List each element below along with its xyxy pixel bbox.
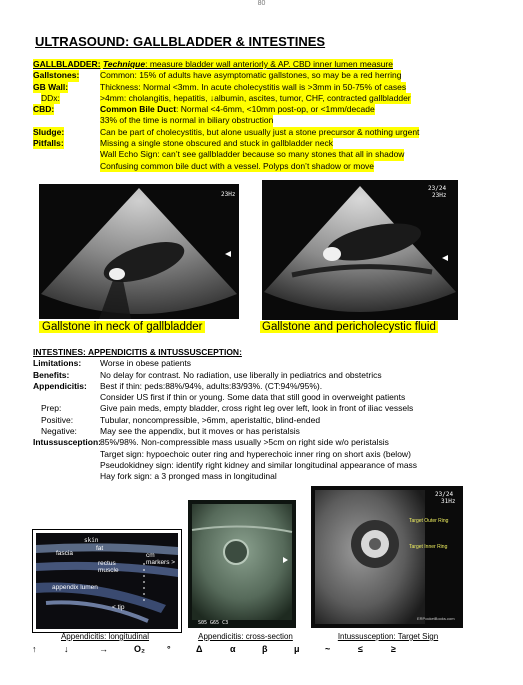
gallbladder-row-label: CBD:	[33, 104, 55, 115]
symbol-glyph: →	[99, 644, 108, 654]
symbol-glyph: ~	[325, 644, 331, 654]
intestines-row-value: Best if thin: peds:88%/94%, adults:83/93%. (CT:94%/95%).	[100, 380, 323, 391]
gallbladder-section	[33, 59, 463, 172]
ultrasound-fan-1	[39, 184, 239, 319]
symbol-glyph: ↑	[32, 644, 37, 654]
label-cm: cm	[146, 552, 155, 559]
appendicitis-cross-svg	[188, 500, 296, 628]
gallbladder-row-bold: Common Bile Duct	[100, 104, 177, 115]
gallbladder-row-label: Pitfalls:	[33, 138, 64, 149]
gallbladder-row-text	[100, 127, 419, 138]
gallbladder-row-value: Can be part of cholecystitis, but alone usually just a stone precursor & nothing urgent	[100, 126, 420, 137]
page-title: ULTRASOUND: GALLBLADDER & INTESTINES	[35, 34, 326, 49]
appendicitis-long-frame	[32, 529, 182, 633]
pericholecystic-fluid-image	[262, 180, 458, 320]
label-rectus: rectus	[98, 560, 116, 567]
intestines-row-text	[100, 403, 413, 414]
gallbladder-row-value: Common: 15% of adults have asymptomatic gallstones, so may be a red herring	[100, 70, 402, 81]
ultrasound-fan-2	[262, 180, 458, 320]
intestines-heading: INTESTINES: APPENDICITIS & INTUSSUSCEPTION:	[33, 347, 242, 357]
label-muscle: muscle	[98, 567, 119, 574]
gallbladder-row-text	[100, 93, 411, 104]
gallbladder-row	[33, 82, 463, 93]
gallbladder-row	[33, 115, 463, 126]
intestines-row-text	[100, 381, 322, 392]
hz-label-1: 23Hz	[221, 191, 236, 198]
gallbladder-row-label: GB Wall:	[33, 81, 69, 92]
overlay-int-line1: 23/24	[435, 491, 454, 498]
symbol-glyph: ≥	[391, 644, 396, 654]
intestines-row-text	[100, 358, 191, 369]
symbol-glyph: O₂	[134, 644, 145, 654]
intestines-row-text	[100, 460, 417, 471]
label-tip: < tip	[112, 604, 125, 611]
intussusception-svg	[311, 486, 463, 628]
intestines-section	[33, 347, 503, 483]
intestines-row	[33, 437, 503, 448]
symbol-glyph: μ	[294, 644, 300, 654]
overlay-int-line2: 31Hz	[441, 498, 456, 505]
gallbladder-row	[33, 161, 463, 172]
gallbladder-row-text	[100, 138, 333, 149]
intestines-row	[33, 471, 503, 482]
gallbladder-row-value: Thickness: Normal <3mm. In acute cholecystitis wall is >3mm in 50-75% of cases	[100, 81, 407, 92]
gallbladder-heading: GALLBLADDER: Technique: measure bladder wall anteriorly & AP. CBD inner lumen measure	[33, 59, 393, 69]
symbol-glyph: β	[262, 644, 268, 654]
gallbladder-row-value: : Normal <4-6mm, <10mm post-op, or <1mm/decade	[176, 104, 375, 115]
caption-gallstone-neck: Gallstone in neck of gallbladder	[39, 321, 205, 333]
credit-label: ERPocketBooks.com	[417, 616, 455, 621]
intestines-row-label: Positive:	[41, 414, 74, 425]
caption-intussusception: Intussusception: Target Sign	[337, 632, 439, 641]
gallbladder-row	[33, 127, 463, 138]
gallbladder-row	[33, 149, 463, 160]
label-skin: skin	[84, 537, 99, 544]
gallbladder-row-text	[100, 161, 374, 172]
intestines-row	[33, 426, 503, 437]
intestines-row-value: Target sign: hypoechoic outer ring and hyperechoic inner ring on short axis (below)	[100, 448, 411, 459]
intestines-row-label: Appendicitis:	[33, 380, 87, 391]
intestines-heading-row	[33, 347, 503, 358]
label-fascia: fascia	[56, 550, 73, 557]
gallbladder-row-label: Gallstones:	[33, 70, 80, 81]
symbol-glyph: ↓	[64, 644, 69, 654]
appendicitis-long-image	[36, 533, 178, 629]
intestines-row-text	[100, 426, 300, 437]
gallbladder-row-text	[100, 70, 401, 81]
intestines-row	[33, 449, 503, 460]
intestines-row	[33, 403, 503, 414]
symbol-glyph: Δ	[196, 644, 203, 654]
intestines-row-text	[100, 370, 382, 381]
caption-appendicitis-cross: Appendicitis: cross-section	[198, 632, 293, 641]
intestines-row-label: Intussusception:	[33, 437, 102, 448]
gallbladder-row-value: Wall Echo Sign: can’t see gallbladder because so many stones that all in shadow	[100, 149, 405, 160]
intestines-row-value: 85%/98%. Non-compressible mass usually >5cm on right side w/o peristalsis	[100, 437, 389, 448]
appendicitis-cross-image	[188, 500, 296, 628]
caption-pericholecystic: Gallstone and pericholecystic fluid	[262, 321, 436, 333]
intestines-row-text	[100, 392, 405, 403]
intestines-row	[33, 381, 503, 392]
intestines-row-text	[100, 415, 320, 426]
gallbladder-row-value: 33% of the time is normal in biliary obstruction	[100, 115, 274, 126]
gallbladder-row-value: Missing a single stone obscured and stuck in gallbladder neck	[100, 138, 333, 149]
overlay-cross: S05 G65 C3	[198, 620, 229, 626]
intestines-row-value: Give pain meds, empty bladder, cross right leg over left, look in front of iliac vessels	[100, 403, 414, 414]
gallbladder-row	[33, 93, 463, 104]
gallbladder-row-text	[100, 82, 406, 93]
symbol-glyph: ≤	[358, 644, 363, 654]
label-markers: markers >	[146, 559, 176, 566]
label-outer-ring: Target Outer Ring	[409, 518, 449, 524]
label-fat: fat	[96, 545, 104, 552]
gallbladder-row	[33, 104, 463, 115]
overlay-2-line1: 23/24	[428, 185, 447, 192]
intestines-row	[33, 392, 503, 403]
gallbladder-row-text	[100, 115, 273, 126]
intestines-row-label: Benefits:	[33, 369, 70, 380]
intestines-row-value: Hay fork sign: a 3 pronged mass in longitudinal	[100, 471, 277, 482]
intestines-row-value: Consider US first if thin or young. Some data that still good in overweight patients	[100, 392, 406, 403]
intestines-row-value: Tubular, noncompressible, >6mm, aperistaltic, blind-ended	[100, 414, 321, 425]
intestines-row-text	[100, 437, 389, 448]
gallbladder-row-value: >4mm: cholangitis, hepatitis, ↓albumin, ascites, tumor, CHF, contracted gallbladder	[100, 92, 411, 103]
intestines-row-value: Worse in obese patients	[100, 358, 192, 369]
caption-appendicitis-long: Appendicitis: longitudinal	[60, 632, 150, 641]
label-inner-ring: Target Inner Ring	[409, 544, 448, 550]
intestines-row-text	[100, 449, 411, 460]
gallbladder-row	[33, 138, 463, 149]
symbol-glyph: α	[230, 644, 236, 654]
intestines-row-label: Limitations:	[33, 358, 82, 369]
intestines-row	[33, 460, 503, 471]
gallbladder-row-text	[100, 149, 404, 160]
gallbladder-heading-row	[33, 59, 463, 70]
intestines-row	[33, 415, 503, 426]
symbol-glyph: °	[167, 644, 171, 654]
intestines-row-text	[100, 471, 277, 482]
intussusception-image	[311, 486, 463, 628]
intestines-row-label: Negative:	[41, 426, 77, 437]
intestines-row-label: Prep:	[41, 403, 62, 414]
intestines-row-value: May see the appendix, but it moves or has peristalsis	[100, 426, 300, 437]
gallbladder-row-text	[100, 104, 375, 115]
gallbladder-row-label: Sludge:	[33, 126, 65, 137]
appendicitis-long-svg	[36, 533, 178, 629]
intestines-row	[33, 370, 503, 381]
gallstone-neck-image	[39, 184, 239, 319]
gallbladder-row	[33, 70, 463, 81]
intestines-row	[33, 358, 503, 369]
page-number: 80	[257, 0, 266, 7]
gallbladder-row-value: Confusing common bile duct with a vessel. Polyps don’t shadow or move	[100, 160, 375, 171]
intestines-row-value: Pseudokidney sign: identify right kidney and similar longitudinal appearance of mass	[100, 459, 418, 470]
overlay-2-line2: 23Hz	[432, 192, 447, 199]
intestines-row-value: No delay for contrast. No radiation, use liberally in pediatrics and obstetrics	[100, 369, 382, 380]
gallbladder-row-label: DDx:	[41, 92, 60, 103]
label-appendix: appendix lumen	[52, 584, 98, 591]
